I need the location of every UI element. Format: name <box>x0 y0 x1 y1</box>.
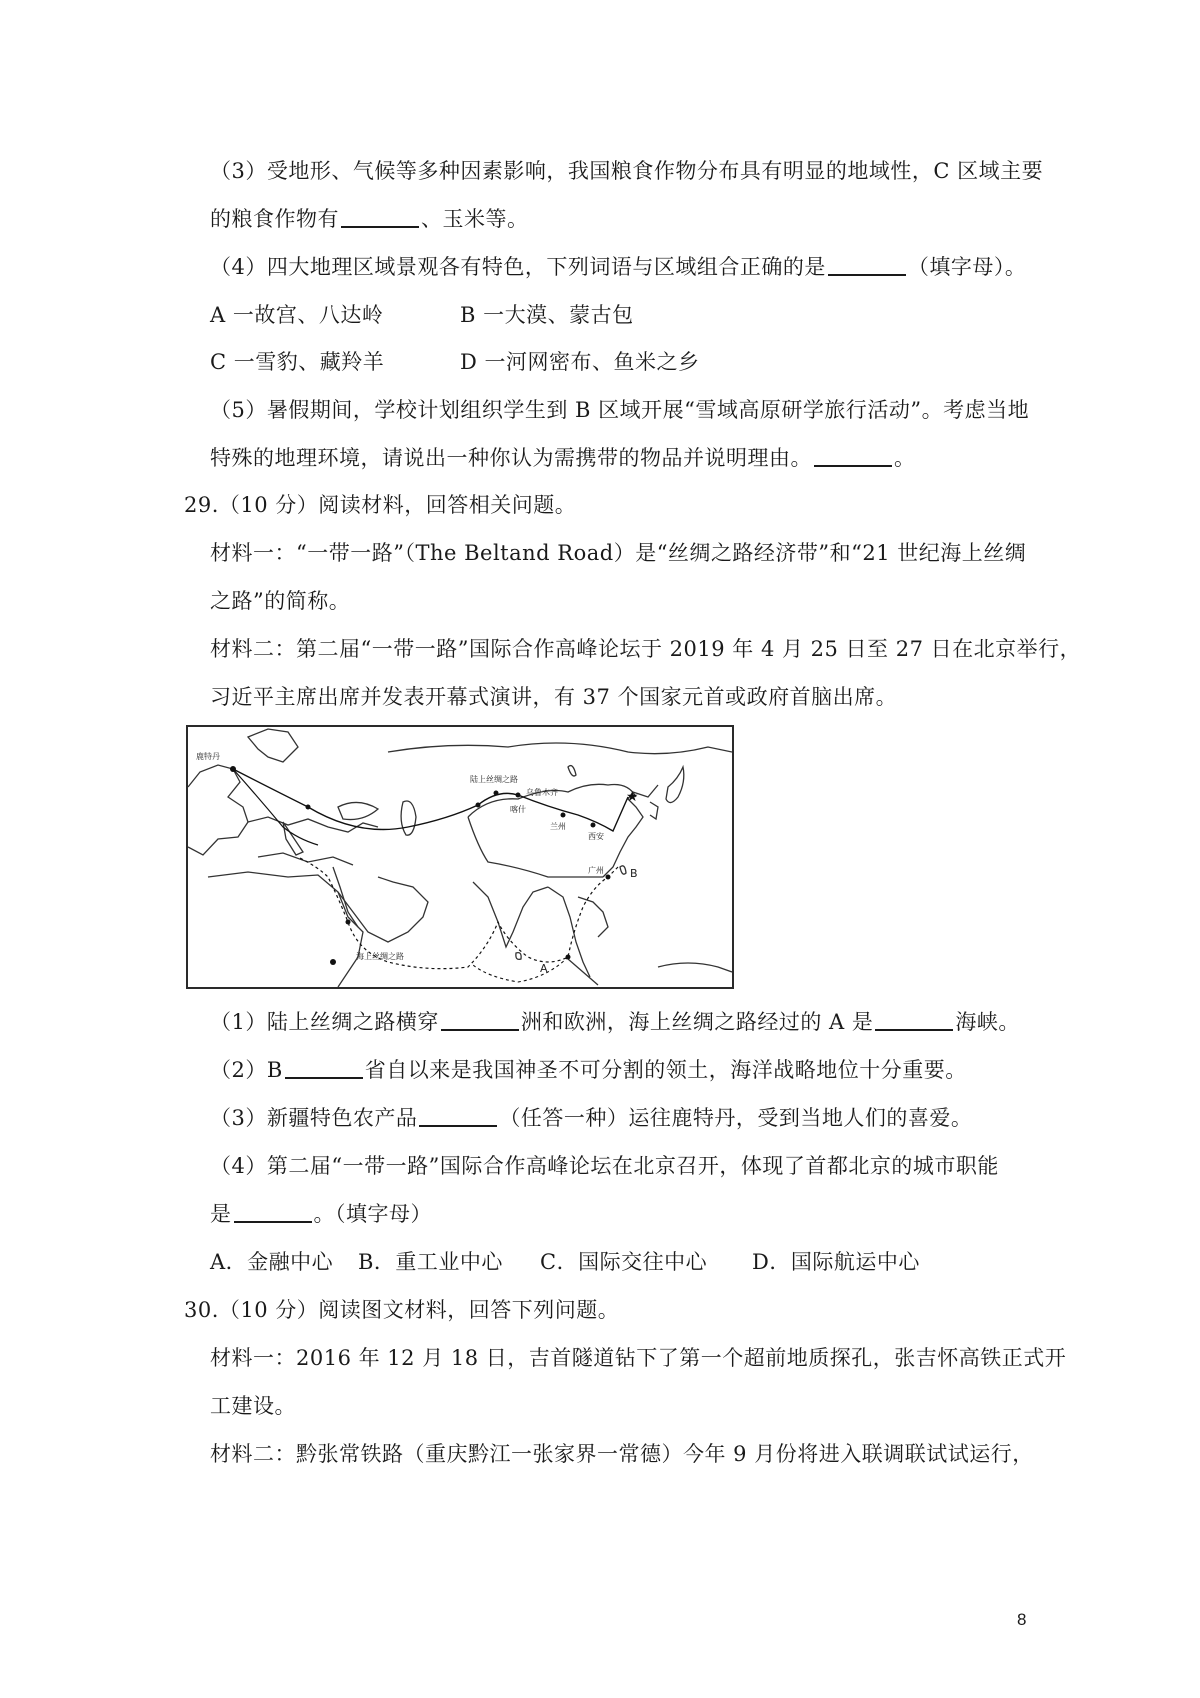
sea-silk-road-branch <box>473 957 568 982</box>
q28-options-row2 <box>210 347 700 377</box>
answer-blank[interactable] <box>828 252 906 276</box>
label-guangzhou: 广州 <box>588 866 604 875</box>
option-b: B 一大漠、蒙古包 <box>460 303 634 327</box>
q28-part4-text2: （填字母）。 <box>907 255 1027 279</box>
q29-sub1-text2: 洲和欧洲，海上丝绸之路经过的 A 是 <box>520 1010 874 1034</box>
australia <box>658 963 732 972</box>
q28-part5-text2: 。 <box>894 446 916 470</box>
option-d: D．国际航运中心 <box>752 1250 920 1274</box>
q28-part3-line1: （3）受地形、气候等多种因素影响，我国粮食作物分布具有明显的地域性，C 区域主要 <box>210 159 1044 183</box>
se-asia-coast <box>548 887 608 977</box>
city-dot <box>566 955 571 960</box>
option-a: A 一故宫、八达岭 <box>210 303 384 327</box>
q29-sub4-text2: 。（填字母） <box>313 1202 432 1226</box>
belt-and-road-map <box>186 725 734 989</box>
europe-coast <box>188 765 248 855</box>
q29-sub3-text1: （3）新疆特色农产品 <box>210 1106 418 1130</box>
city-dot <box>306 805 311 810</box>
answer-blank[interactable] <box>234 1199 312 1223</box>
land-silk-road-branch <box>233 769 318 845</box>
option-c: C．国际交往中心 <box>540 1250 708 1274</box>
city-dot <box>494 791 499 796</box>
answer-blank[interactable] <box>814 443 892 467</box>
q29-sub2-text1: （2）B <box>210 1058 283 1082</box>
city-dot-urumqi <box>516 793 521 798</box>
q29-sub4-line1: （4）第二届“一带一路”国际合作高峰论坛在北京召开，体现了首都北京的城市职能 <box>210 1154 999 1178</box>
city-dot-lanzhou <box>561 813 566 818</box>
city-dot <box>330 959 336 965</box>
answer-blank[interactable] <box>341 204 419 228</box>
red-sea <box>333 867 358 927</box>
label-kashgar: 喀什 <box>510 805 526 814</box>
option-b: B．重工业中心 <box>358 1250 503 1274</box>
answer-blank[interactable] <box>875 1007 953 1031</box>
q28-options-row1 <box>210 300 634 330</box>
city-dot <box>476 803 481 808</box>
q29-material1-line1: 材料一：“一带一路”（The Beltand Road）是“丝绸之路经济带”和“21 世纪海上丝绸 <box>210 541 1027 565</box>
label-rotterdam: 鹿特丹 <box>196 752 220 761</box>
land-silk-road <box>233 769 628 831</box>
korea <box>650 802 658 819</box>
q28-part3-line2 <box>210 204 529 234</box>
option-c: C 一雪豹、藏羚羊 <box>210 350 385 374</box>
q29-sub4-text1: 是 <box>210 1202 232 1226</box>
q29-sub2 <box>210 1055 967 1085</box>
answer-blank[interactable] <box>419 1103 497 1127</box>
japan <box>666 767 684 803</box>
q28-part3-text2: 、玉米等。 <box>421 207 529 231</box>
q30-title: 30.（10 分）阅读图文材料，回答下列问题。 <box>184 1298 620 1322</box>
q28-part3-text1: 的粮食作物有 <box>210 207 339 231</box>
lake-baikal <box>568 766 576 776</box>
city-dot-rotterdam <box>230 766 236 772</box>
label-land-route: 陆上丝绸之路 <box>470 775 518 784</box>
india-coast <box>473 882 548 947</box>
q29-material2-line1: 材料二：第二届“一带一路”国际合作高峰论坛于 2019 年 4 月 25 日至 27 日在北京举行， <box>210 637 1082 661</box>
q29-sub3 <box>210 1103 972 1133</box>
label-xian: 西安 <box>588 832 604 841</box>
q29-sub1-text1: （1）陆上丝绸之路横穿 <box>210 1010 439 1034</box>
q28-part4-line <box>210 252 1026 282</box>
label-lanzhou: 兰州 <box>550 822 566 831</box>
label-urumqi: 乌鲁木齐 <box>526 788 558 797</box>
q28-part5-text1: 特殊的地理环境，请说出一种你认为需携带的物品并说明理由。 <box>210 446 812 470</box>
q29-sub1 <box>210 1007 1020 1037</box>
q28-part5-line2 <box>210 443 916 473</box>
q30-material1-line1: 材料一：2016 年 12 月 18 日，吉首隧道钻下了第一个超前地质探孔，张吉怀高铁正式开 <box>210 1346 1067 1370</box>
scandinavia-coast <box>248 729 298 762</box>
option-d: D 一河网密布、鱼米之乡 <box>460 350 700 374</box>
q30-material1-line2: 工建设。 <box>210 1394 296 1418</box>
option-a: A．金融中心 <box>210 1250 334 1274</box>
label-province-b: B <box>630 867 638 880</box>
taiwan <box>620 866 626 874</box>
q29-material2-line2: 习近平主席出席并发表开幕式演讲，有 37 个国家元首或政府首脑出席。 <box>210 685 898 709</box>
q29-sub1-text3: 海峡。 <box>955 1010 1020 1034</box>
q29-sub2-text2: 省自以来是我国神圣不可分割的领土，海洋战略地位十分重要。 <box>364 1058 967 1082</box>
arabia-coast <box>338 877 428 942</box>
answer-blank[interactable] <box>285 1055 363 1079</box>
city-dot <box>346 920 351 925</box>
city-dot-xian <box>591 823 596 828</box>
coastlines <box>188 729 732 987</box>
caspian-sea <box>401 801 416 835</box>
q29-title: 29.（10 分）阅读材料，回答相关问题。 <box>184 493 577 517</box>
q29-sub3-text2: （任答一种）运往鹿特丹，受到当地人们的喜爱。 <box>499 1106 973 1130</box>
mediterranean-coast <box>248 817 378 865</box>
city-dot-guangzhou <box>606 875 611 880</box>
label-strait-a: A <box>540 962 548 975</box>
q28-part5-line1: （5）暑假期间，学校计划组织学生到 B 区域开展“雪域高原研学旅行活动”。考虑当地 <box>210 398 1030 422</box>
q28-part4-text1: （4）四大地理区域景观各有特色，下列词语与区域组合正确的是 <box>210 255 826 279</box>
map-svg <box>188 727 732 987</box>
black-sea <box>338 802 378 819</box>
north-asia-coast <box>388 743 732 754</box>
beijing-star-icon: ★ <box>626 789 639 805</box>
sri-lanka <box>516 953 521 960</box>
africa-coast <box>208 872 363 987</box>
answer-blank[interactable] <box>441 1007 519 1031</box>
q29-sub4-line2 <box>210 1199 432 1229</box>
q30-material2-line1: 材料二：黔张常铁路（重庆黔江一张家界一常德）今年 9 月份将进入联调联试试运行， <box>210 1442 1034 1466</box>
q29-material1-line2: 之路”的简称。 <box>210 589 351 613</box>
q29-options <box>210 1247 920 1277</box>
label-sea-route: 海上丝绸之路 <box>356 952 404 961</box>
page-number: 8 <box>1017 1610 1027 1629</box>
